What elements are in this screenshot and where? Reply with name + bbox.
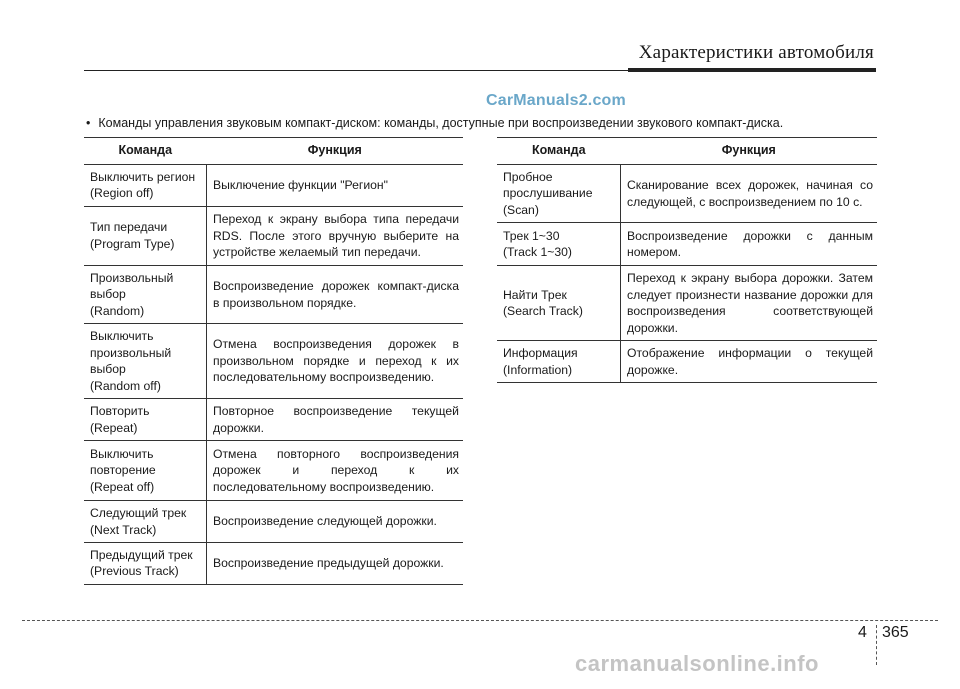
- function-text: Переход к экрану выбора дорожки. Затем следует произнести название дорожки для воспроизведения соответствующей дорожки.: [627, 271, 873, 335]
- function-cell: [207, 399, 464, 441]
- table-row: [497, 164, 877, 222]
- table-row: [84, 542, 463, 584]
- function-cell: [207, 324, 464, 399]
- command-text: Повторить (Repeat): [90, 404, 150, 435]
- column-header-function: Функция: [207, 138, 464, 165]
- command-text: Найти Трек (Search Track): [503, 287, 583, 319]
- command-cell: [497, 266, 621, 341]
- intro-paragraph: [86, 116, 783, 130]
- command-text: Выключить произвольный выбор (Random off): [90, 329, 172, 393]
- function-cell: [621, 266, 878, 341]
- section-title: Характеристики автомобиля: [638, 42, 874, 63]
- command-text: Пробное прослушивание (Scan): [503, 169, 593, 217]
- watermark-top: CarManuals2.com: [486, 92, 626, 109]
- command-cell: [84, 324, 207, 399]
- intro-text: Команды управления звуковым компакт-диском: команды, доступные при воспроизведении звукового компакт-диска.: [98, 116, 784, 130]
- function-cell: [621, 341, 878, 383]
- page-number: 365: [882, 624, 909, 641]
- table-row: [84, 441, 463, 501]
- command-text: Предыдущий трек (Previous Track): [90, 547, 193, 579]
- column-header-command: Команда: [497, 138, 621, 165]
- commands-table-right: [497, 137, 877, 383]
- function-cell: [207, 441, 464, 501]
- command-text: Выключить регион (Region off): [90, 169, 196, 201]
- function-text: Отмена повторного воспроизведения дорожек и переход к их последовательному воспроизведению.: [213, 446, 459, 494]
- column-header-function: Функция: [621, 138, 878, 165]
- function-text: Воспроизведение дорожек компакт-диска в произвольном порядке.: [213, 279, 459, 310]
- table-row: [497, 266, 877, 341]
- table-header-row: [497, 138, 877, 165]
- column-header-command: Команда: [84, 138, 207, 165]
- function-text: Сканирование всех дорожек, начиная со следующей, с воспроизведением по 10 с.: [627, 178, 873, 209]
- commands-table-left: [84, 137, 463, 585]
- function-cell: [207, 206, 464, 265]
- bullet-icon: •: [86, 116, 91, 130]
- command-cell: [84, 542, 207, 584]
- table-row: [84, 164, 463, 206]
- function-text: Воспроизведение следующей дорожки.: [213, 514, 437, 529]
- command-text: Следующий трек (Next Track): [90, 506, 187, 537]
- table-row: [497, 341, 877, 383]
- table-row: [84, 399, 463, 441]
- footer-divider: [876, 625, 877, 665]
- function-cell: [207, 542, 464, 584]
- function-cell: [621, 164, 878, 222]
- table-header-row: [84, 138, 463, 165]
- table-row: [84, 501, 463, 543]
- command-cell: [497, 223, 621, 266]
- command-text: Информация (Information): [503, 346, 578, 377]
- function-text: Повторное воспроизведение текущей дорожки.: [213, 404, 459, 435]
- command-cell: [84, 265, 207, 323]
- command-cell: [84, 164, 207, 206]
- table-row: [84, 324, 463, 399]
- command-text: Тип передачи (Program Type): [90, 220, 175, 251]
- function-text: Воспроизведение предыдущей дорожки.: [213, 556, 444, 571]
- watermark-bottom: carmanualsonline.info: [575, 651, 819, 676]
- command-cell: [84, 501, 207, 543]
- table-row: [84, 206, 463, 265]
- table-row: [84, 265, 463, 323]
- command-cell: [84, 399, 207, 441]
- function-text: Отображение информации о текущей дорожке.: [627, 346, 873, 377]
- command-text: Выключить повторение (Repeat off): [90, 446, 156, 494]
- function-text: Выключение функции "Регион": [213, 178, 388, 193]
- function-text: Воспроизведение дорожки с данным номером.: [627, 228, 873, 260]
- command-cell: [84, 441, 207, 501]
- command-text: Произвольный выбор (Random): [90, 270, 174, 318]
- function-cell: [207, 501, 464, 543]
- table-row: [497, 223, 877, 266]
- command-cell: [497, 164, 621, 222]
- footer-rule: [22, 620, 938, 621]
- command-cell: [497, 341, 621, 383]
- function-cell: [207, 265, 464, 323]
- function-text: Переход к экрану выбора типа передачи RDS. После этого вручную выберите на устройстве желаемый тип передачи.: [213, 212, 459, 260]
- function-cell: [207, 164, 464, 206]
- function-text: Отмена воспроизведения дорожек в произвольном порядке и переход к их последовательному воспроизведению.: [213, 337, 459, 385]
- header-rule-accent: [628, 68, 876, 72]
- function-cell: [621, 223, 878, 266]
- command-cell: [84, 206, 207, 265]
- chapter-number: 4: [858, 624, 867, 641]
- command-text: Трек 1~30 (Track 1~30): [503, 228, 572, 260]
